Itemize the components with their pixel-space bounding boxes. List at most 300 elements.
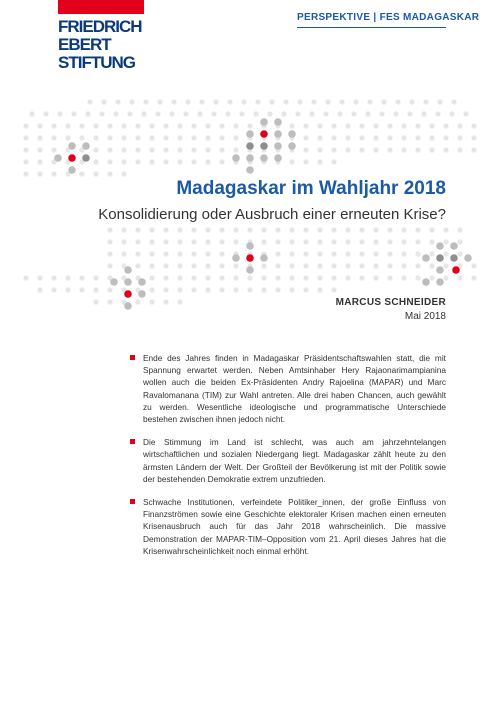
map-dot [93, 287, 98, 292]
map-dot [393, 111, 398, 116]
map-dot [353, 99, 358, 104]
map-dot [149, 251, 154, 256]
map-dot [68, 142, 76, 150]
map-dot [331, 251, 336, 256]
bullet-text: Die Stimmung im Land ist schlecht, was auch am jahrzehntelangen wirtschaftlichen und sozialen Niedergang liegt. Madagaskar zählt heute zu den ärmsten Ländern der Welt. Der Großteil der Bevölkerung ist mit der Politik sowie der bestehenden Demokratie extrem unzufrieden. [143, 437, 446, 484]
map-dot [289, 159, 294, 164]
map-dot [303, 251, 308, 256]
map-dot [219, 239, 224, 244]
map-dot [93, 135, 98, 140]
map-dot [261, 227, 266, 232]
map-dot [435, 111, 440, 116]
map-dot [443, 147, 448, 152]
map-dot [149, 239, 154, 244]
map-dot [379, 111, 384, 116]
map-dot [457, 147, 462, 152]
map-dot [205, 147, 210, 152]
map-dot [297, 99, 302, 104]
map-dot [401, 227, 406, 232]
map-dot [57, 111, 62, 116]
map-dot [331, 147, 336, 152]
map-dot [185, 99, 190, 104]
map-dot [37, 147, 42, 152]
map-dot [65, 135, 70, 140]
map-dot [23, 147, 28, 152]
map-dot [135, 263, 140, 268]
map-dot [317, 287, 322, 292]
map-dot [93, 171, 98, 176]
map-dot [233, 239, 238, 244]
map-dot [107, 263, 112, 268]
map-dot [138, 278, 146, 286]
map-dot [443, 263, 448, 268]
map-dot [429, 239, 434, 244]
map-dot [85, 111, 90, 116]
map-dot [331, 275, 336, 280]
map-dot [232, 254, 240, 262]
map-dot [37, 159, 42, 164]
map-dot [219, 135, 224, 140]
map-dot [457, 227, 462, 232]
map-dot [79, 123, 84, 128]
map-dot [121, 123, 126, 128]
map-dot [219, 287, 224, 292]
map-dot [421, 111, 426, 116]
map-dot [135, 123, 140, 128]
map-dot [163, 135, 168, 140]
map-dot [275, 263, 280, 268]
map-dot [205, 263, 210, 268]
map-dot [289, 227, 294, 232]
map-dot [177, 251, 182, 256]
map-dot [149, 159, 154, 164]
map-dot [233, 227, 238, 232]
map-dot [289, 123, 294, 128]
map-dot [311, 99, 316, 104]
map-dot [246, 254, 254, 262]
map-dot [359, 239, 364, 244]
map-dot [457, 135, 462, 140]
map-dot [401, 123, 406, 128]
map-dot [471, 135, 476, 140]
map-dot [177, 159, 182, 164]
map-dot [401, 135, 406, 140]
map-dot [387, 275, 392, 280]
map-dot [471, 147, 476, 152]
map-dot [23, 123, 28, 128]
map-dot [149, 123, 154, 128]
map-dot [127, 111, 132, 116]
map-dot [317, 275, 322, 280]
map-dot [191, 135, 196, 140]
map-dot [325, 99, 330, 104]
map-dot [247, 227, 252, 232]
map-dot [255, 99, 260, 104]
map-dot [124, 266, 132, 274]
map-dot [82, 154, 90, 162]
map-dot [23, 135, 28, 140]
map-dot [149, 147, 154, 152]
map-dot [233, 147, 238, 152]
map-dot [359, 227, 364, 232]
map-dot [107, 239, 112, 244]
map-dot [443, 123, 448, 128]
bullet-text: Schwache Institutionen, verfeindete Politiker_innen, der große Einfluss von Finanzströmen sowie eine Geschichte elektoraler Krisen machen einen erneuten Krisenausbruch auch für das Jahr 2018 wahrscheinlich. Die massive Demonstration der MAPAR-TIM–Opposition vom 21. April dieses Jahres hat die Krisenwahrscheinlichkeit noch einmal erhöht. [143, 497, 446, 556]
map-dot [93, 159, 98, 164]
map-dot [163, 275, 168, 280]
map-dot [261, 287, 266, 292]
map-dot [107, 171, 112, 176]
map-dot [163, 263, 168, 268]
map-dot [457, 275, 462, 280]
map-dot [275, 227, 280, 232]
map-dot [317, 159, 322, 164]
map-dot [135, 135, 140, 140]
map-dot [317, 147, 322, 152]
map-dot [199, 99, 204, 104]
map-dot [107, 251, 112, 256]
map-dot [429, 263, 434, 268]
map-dot [149, 135, 154, 140]
map-dot [219, 159, 224, 164]
map-dot [387, 263, 392, 268]
map-dot [260, 142, 268, 150]
map-dot [423, 99, 428, 104]
map-dot [71, 111, 76, 116]
map-dot [365, 111, 370, 116]
map-dot [79, 135, 84, 140]
map-dot [121, 239, 126, 244]
map-dot [422, 254, 430, 262]
map-dot [233, 135, 238, 140]
map-dot [205, 239, 210, 244]
map-dot [197, 111, 202, 116]
map-dot [303, 275, 308, 280]
series-label: PERSPEKTIVE | FES MADAGASKAR [297, 12, 480, 23]
map-dot [436, 266, 444, 274]
map-dot [288, 130, 296, 138]
map-dot [205, 251, 210, 256]
map-dot [373, 263, 378, 268]
map-dot [429, 275, 434, 280]
map-dot [233, 275, 238, 280]
map-dot [457, 239, 462, 244]
map-dot [135, 147, 140, 152]
map-dot [51, 123, 56, 128]
map-dot [261, 239, 266, 244]
map-dot [275, 251, 280, 256]
map-dot [367, 99, 372, 104]
map-dot [345, 227, 350, 232]
map-dot [149, 263, 154, 268]
map-dot [436, 278, 444, 286]
map-dot [317, 251, 322, 256]
map-dot [283, 99, 288, 104]
map-dot [295, 111, 300, 116]
map-dot [373, 251, 378, 256]
map-dot [407, 111, 412, 116]
summary-bullets [130, 352, 446, 568]
map-dot [177, 287, 182, 292]
map-dot [415, 135, 420, 140]
map-dot [317, 239, 322, 244]
map-dot [54, 154, 62, 162]
map-dot [331, 239, 336, 244]
map-dot [149, 275, 154, 280]
map-dot [275, 275, 280, 280]
map-dot [65, 275, 70, 280]
map-dot [247, 287, 252, 292]
map-dot [82, 142, 90, 150]
author-name: MARCUS SCHNEIDER [335, 297, 446, 308]
map-dot [452, 266, 460, 274]
map-dot [359, 123, 364, 128]
map-dot [241, 99, 246, 104]
map-dot [107, 147, 112, 152]
map-dot [135, 227, 140, 232]
map-dot [449, 111, 454, 116]
map-dot [93, 147, 98, 152]
map-dot [345, 135, 350, 140]
bullet-text: Ende des Jahres finden in Madagaskar Präsidentschaftswahlen statt, die mit Spannung erwartet werden. Neben Amtsinhaber Hery Rajaonarimampianina wollen auch die beiden Ex-Präsidenten Andry Rajoelina (MAPAR) und Marc Ravalomanana (TIM) zur Wahl antreten. Alle drei haben Chancen, auch gewählt zu werden. Wesentliche ideologische und programmatische Unterschiede bestehen zwischen ihnen jedoch nicht. [143, 353, 446, 425]
map-dot [443, 135, 448, 140]
map-dot [177, 123, 182, 128]
map-dot [359, 135, 364, 140]
map-dot [457, 123, 462, 128]
map-dot [303, 135, 308, 140]
map-dot [191, 275, 196, 280]
map-dot [121, 227, 126, 232]
map-dot [37, 171, 42, 176]
map-dot [233, 287, 238, 292]
logo-red-bar [58, 0, 144, 14]
map-dot [275, 287, 280, 292]
map-dot [113, 111, 118, 116]
map-dot [260, 254, 268, 262]
map-dot [274, 118, 282, 126]
map-dot [191, 123, 196, 128]
map-dot [339, 99, 344, 104]
bullet-item [130, 436, 446, 485]
map-dot [233, 263, 238, 268]
map-dot [303, 227, 308, 232]
map-dot [135, 251, 140, 256]
map-dot [191, 159, 196, 164]
map-dot [289, 287, 294, 292]
map-dot [163, 239, 168, 244]
map-dot [317, 227, 322, 232]
bullet-square-icon [130, 439, 135, 444]
map-dot [246, 166, 254, 174]
map-dot [51, 275, 56, 280]
map-dot [205, 275, 210, 280]
map-dot [68, 166, 76, 174]
map-dot [331, 123, 336, 128]
map-dot [323, 111, 328, 116]
map-dot [177, 147, 182, 152]
map-dot [437, 99, 442, 104]
map-dot [37, 123, 42, 128]
map-dot [331, 263, 336, 268]
map-dot [65, 287, 70, 292]
map-dot [79, 287, 84, 292]
map-dot [51, 171, 56, 176]
map-dot [450, 254, 458, 262]
map-dot [191, 263, 196, 268]
map-dot [37, 275, 42, 280]
map-dot [247, 123, 252, 128]
map-dot [129, 99, 134, 104]
map-dot [415, 239, 420, 244]
map-dot [436, 254, 444, 262]
map-dot [29, 111, 34, 116]
map-dot [225, 111, 230, 116]
map-dot [157, 99, 162, 104]
map-dot [79, 275, 84, 280]
map-dot [429, 147, 434, 152]
map-dot [317, 123, 322, 128]
map-dot [227, 99, 232, 104]
map-dot [163, 159, 168, 164]
map-dot [345, 147, 350, 152]
map-dot [373, 123, 378, 128]
map-dot [219, 275, 224, 280]
map-dot [415, 227, 420, 232]
bullet-item [130, 496, 446, 557]
map-dot [253, 111, 258, 116]
map-dot [345, 251, 350, 256]
map-dot [395, 99, 400, 104]
map-dot [303, 239, 308, 244]
map-dot [260, 130, 268, 138]
fes-logo [58, 0, 144, 72]
map-dot [79, 171, 84, 176]
map-dot [387, 227, 392, 232]
bullet-square-icon [130, 355, 135, 360]
map-dot [37, 287, 42, 292]
map-dot [219, 263, 224, 268]
map-dot [373, 275, 378, 280]
map-dot [107, 227, 112, 232]
map-dot [289, 263, 294, 268]
map-dot [246, 266, 254, 274]
map-dot [471, 123, 476, 128]
map-dot [359, 275, 364, 280]
map-dot [415, 251, 420, 256]
map-dot [451, 99, 456, 104]
logo-line-3: STIFTUNG [58, 53, 135, 72]
map-dot [219, 123, 224, 128]
map-dot [205, 159, 210, 164]
map-dot [415, 263, 420, 268]
map-dot [93, 275, 98, 280]
map-dot [373, 135, 378, 140]
map-dot [135, 239, 140, 244]
map-dot [274, 154, 282, 162]
map-dot [317, 263, 322, 268]
map-dot [177, 239, 182, 244]
map-dot [205, 227, 210, 232]
map-dot [163, 251, 168, 256]
map-dot [213, 99, 218, 104]
map-dot [381, 99, 386, 104]
map-dot [274, 130, 282, 138]
map-dot [163, 123, 168, 128]
map-dot [269, 99, 274, 104]
map-dot [429, 227, 434, 232]
map-dot [345, 275, 350, 280]
map-dot [219, 147, 224, 152]
logo-wordmark [58, 18, 144, 72]
publication-date: Mai 2018 [404, 311, 446, 322]
map-dot [401, 251, 406, 256]
logo-line-1: FRIEDRICH [58, 17, 142, 36]
map-dot [415, 275, 420, 280]
map-dot [191, 251, 196, 256]
map-dot [110, 278, 118, 286]
map-dot [87, 99, 92, 104]
map-dot [429, 251, 434, 256]
map-dot [169, 111, 174, 116]
map-dot [289, 239, 294, 244]
map-dot [337, 111, 342, 116]
map-dot [303, 287, 308, 292]
map-dot [183, 111, 188, 116]
map-dot [274, 142, 282, 150]
map-dot [149, 287, 154, 292]
map-dot [205, 123, 210, 128]
map-dot [415, 123, 420, 128]
map-dot [101, 99, 106, 104]
map-dot [23, 171, 28, 176]
map-dot [345, 123, 350, 128]
map-dot [331, 287, 336, 292]
map-dot [303, 263, 308, 268]
map-dot [233, 123, 238, 128]
map-dot [155, 111, 160, 116]
map-dot [260, 154, 268, 162]
map-dot [373, 147, 378, 152]
document-title: Madagaskar im Wahljahr 2018 [176, 178, 446, 199]
map-dot [471, 275, 476, 280]
map-dot [261, 263, 266, 268]
map-dot [219, 227, 224, 232]
map-dot [289, 251, 294, 256]
map-dot [317, 135, 322, 140]
map-dot [246, 130, 254, 138]
map-dot [450, 242, 458, 250]
map-dot [409, 99, 414, 104]
map-dot [121, 159, 126, 164]
map-dot [443, 251, 448, 256]
map-dot [303, 159, 308, 164]
map-dot [51, 135, 56, 140]
map-dot [443, 275, 448, 280]
map-dot [359, 263, 364, 268]
map-dot [107, 123, 112, 128]
map-dot [99, 111, 104, 116]
map-dot [288, 142, 296, 150]
map-dot [37, 135, 42, 140]
map-dot [232, 154, 240, 162]
bullet-item [130, 352, 446, 425]
map-dot [246, 242, 254, 250]
map-dot [331, 135, 336, 140]
map-dot [246, 142, 254, 150]
map-dot [163, 227, 168, 232]
map-dot [51, 287, 56, 292]
map-dot [267, 111, 272, 116]
